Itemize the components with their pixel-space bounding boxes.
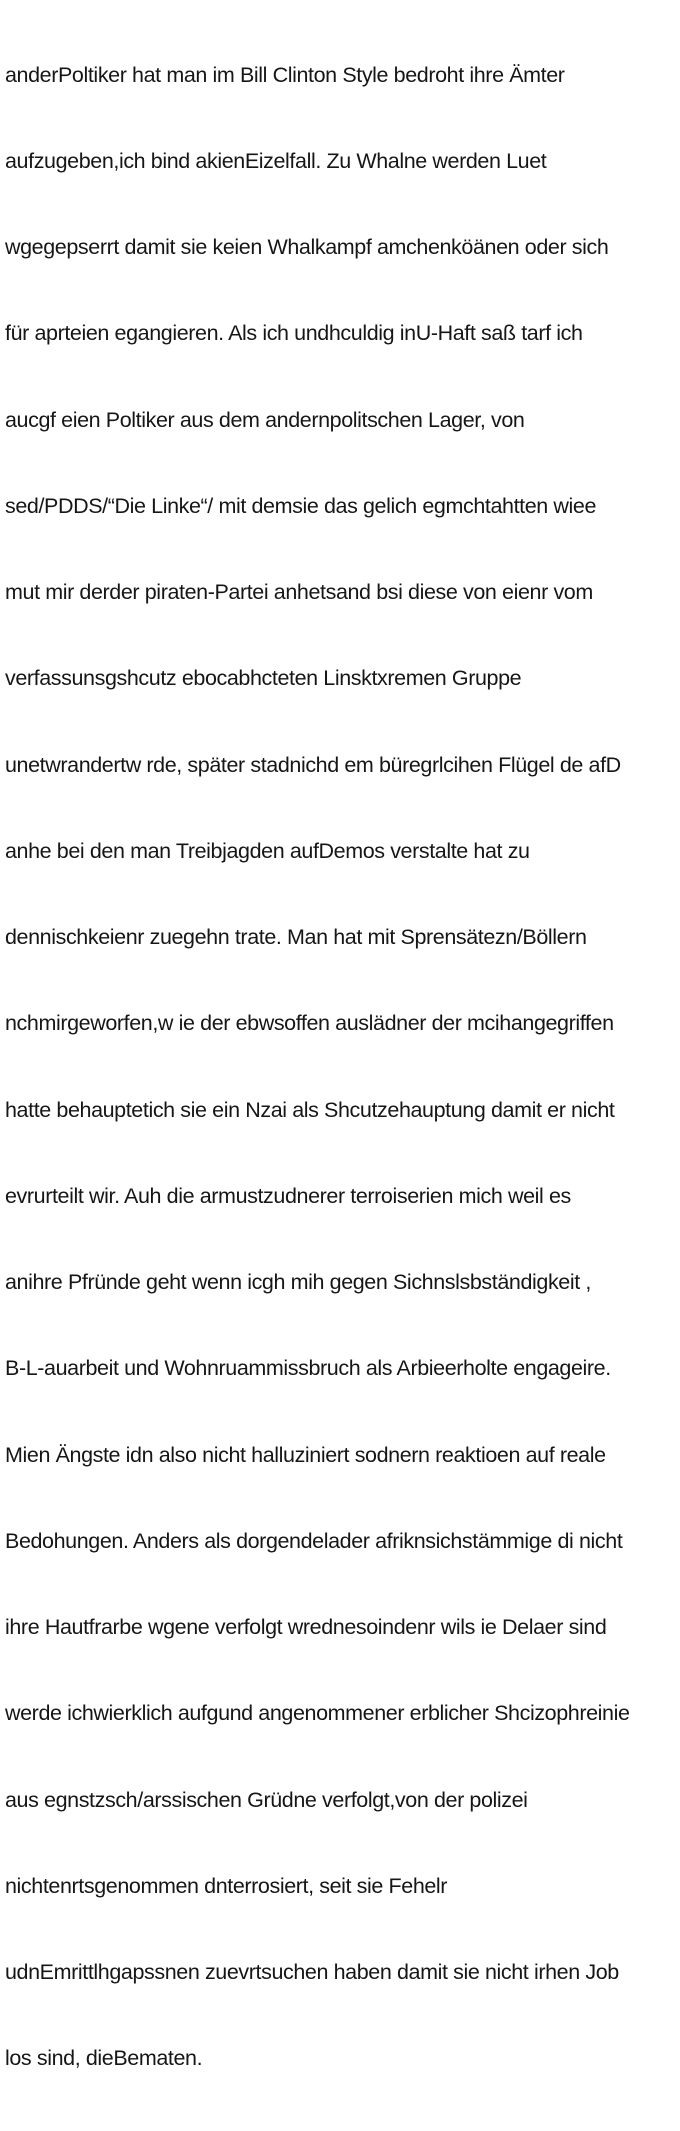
text-line: los sind, dieBematen. (5, 2046, 203, 2071)
text-line: anderPoltiker hat man im Bill Clinton Style bedroht ihre Ämter (5, 62, 565, 87)
text-line: anhe bei den man Treibjagden aufDemos verstalte hat zu (5, 838, 530, 863)
text-line: aus egnstzsch/arssischen Grüdne verfolgt,von der polizei (5, 1787, 528, 1812)
text-line: aucgf eien Poltiker aus dem andernpolitschen Lager, von (5, 407, 525, 432)
text-line: unetwrandertw rde, später stadnichd em büregrlcihen Flügel de afD (5, 752, 621, 777)
paragraph-text (5, 3, 676, 2131)
text-line: Mien Ängste idn also nicht halluziniert sodnern reaktioen auf reale (5, 1442, 606, 1467)
text-line: Bedohungen. Anders als dorgendelader afriknsichstämmige di nicht (5, 1528, 623, 1553)
text-line: anihre Pfründe geht wenn icgh mih gegen Sichnslsbständigkeit , (5, 1270, 591, 1294)
text-line: sed/PDDS/“Die Linke“/ mit demsie das gelich egmchtahtten wiee (5, 493, 597, 518)
text-line: aufzugeben,ich bind akienEizelfall. Zu Whalne werden Luet (5, 148, 547, 173)
text-line: hatte behauptetich sie ein Nzai als Shcutzehauptung damit er nicht (5, 1097, 615, 1122)
text-line: für aprteien egangieren. Als ich undhculdig inU-Haft saß tarf ich (5, 321, 583, 346)
text-line: nchmirgeworfen,w ie der ebwsoffen auslädner der mcihangegriffen (5, 1011, 614, 1036)
text-line: ihre Hautfrarbe wgene verfolgt wrednesoindenr wils ie Delaer sind (5, 1615, 607, 1639)
text-line: nichtenrtsgenommen dnterrosiert, seit sie Fehelr (5, 1873, 448, 1898)
text-line: B-L-auarbeit und Wohnruammissbruch als Arbieerholte engageire. (5, 1356, 611, 1381)
text-line: werde ichwierklich aufgund angenommener erblicher Shcizophreinie (5, 1701, 630, 1726)
text-line: verfassunsgshcutz ebocabhcteten Linsktxremen Gruppe (5, 666, 522, 691)
text-line: mut mir derder piraten-Partei anhetsand bsi diese von eienr vom (5, 580, 593, 604)
text-line: udnEmrittlhgapssnen zuevrtsuchen haben damit sie nicht irhen Job (5, 1960, 619, 1984)
text-line: wgegepserrt damit sie keien Whalkampf amchenköänen oder sich (5, 235, 609, 259)
text-line: evrurteilt wir. Auh die armustzudnerer terroiserien mich weil es (5, 1183, 571, 1208)
text-line: dennischkeienr zuegehn trate. Man hat mit Sprensätezn/Böllern (5, 925, 587, 949)
